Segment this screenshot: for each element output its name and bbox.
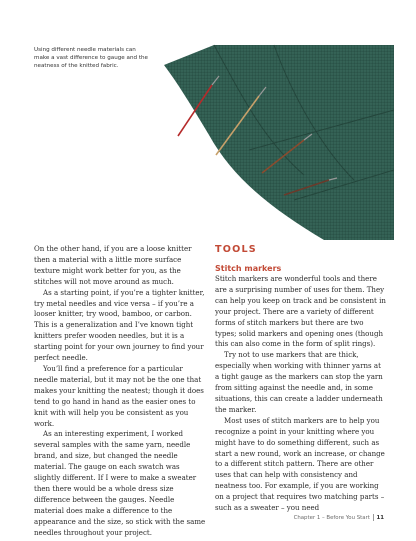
- right-paragraph-3: Most uses of stitch markers are to help you recognize a point in your knitting where you might have to do something different, such as start a new round, work an increase, or change to a different stitch pattern. There are other uses that can help with consistency and neatness too. For example, if you are working on a project that requires two matching parts – such as a sweater – you need: [215, 415, 385, 513]
- right-column: [215, 244, 387, 514]
- page-footer: [294, 514, 384, 521]
- left-column: [34, 244, 206, 538]
- chapter-label: Chapter 1 – Before You Start: [293, 515, 370, 521]
- swatch-band: [164, 45, 394, 240]
- left-paragraph-4: As an interesting experiment, I worked several samples with the same yarn, needle brand, and size, but changed the needle material. The gauge on each swatch was slightly different. If I were to make a sweater then there would be a whole dress size difference between the gauges. Needle material does make a difference to the appearance and the size, so stick with the same needles throughout your project.: [34, 429, 206, 537]
- left-paragraph-3: You’ll find a preference for a particular needle material, but it may not be the one that makes your knitting the neatest; though it does tend to go hand in hand as the easier ones to knit with will help you be consistent as you work.: [34, 363, 204, 428]
- subsection-heading: Stitch markers: [215, 264, 282, 273]
- left-paragraph-1: On the other hand, if you are a loose knitter then a material with a little more surface texture might work better for you, as the stitches will not move around as much.: [34, 244, 192, 286]
- knitted-swatches-photo: [154, 40, 394, 250]
- left-paragraph-2: As a starting point, if you’re a tighter knitter, try metal needles and vice versa – if you’re a looser knitter, try wood, bamboo, or carbon. This is a generalization and I’ve known tight knitters prefer wooden needles, but it is a starting point for your own journey to find your perfect needle.: [34, 287, 205, 363]
- footer-divider: [373, 514, 374, 521]
- page-number: 11: [376, 515, 384, 521]
- section-heading: TOOLS: [215, 244, 257, 255]
- figure-caption: Using different needle materials can make a vast difference to gauge and the neatness of the knitted fabric.: [34, 47, 148, 70]
- right-paragraph-1: Stitch markers are wonderful tools and there are a surprising number of uses for them. They can help you keep on track and be consistent in your project. There are a variety of different forms of stitch markers but there are two types; solid markers and opening ones (though this can also come in the form of split rings).: [215, 274, 386, 349]
- right-paragraph-2: Try not to use markers that are thick, especially when working with thinner yarns at a tight gauge as the markers can stop the yarn from sitting against the needle and, in some situations, this can create a ladder underneath the marker.: [215, 350, 383, 414]
